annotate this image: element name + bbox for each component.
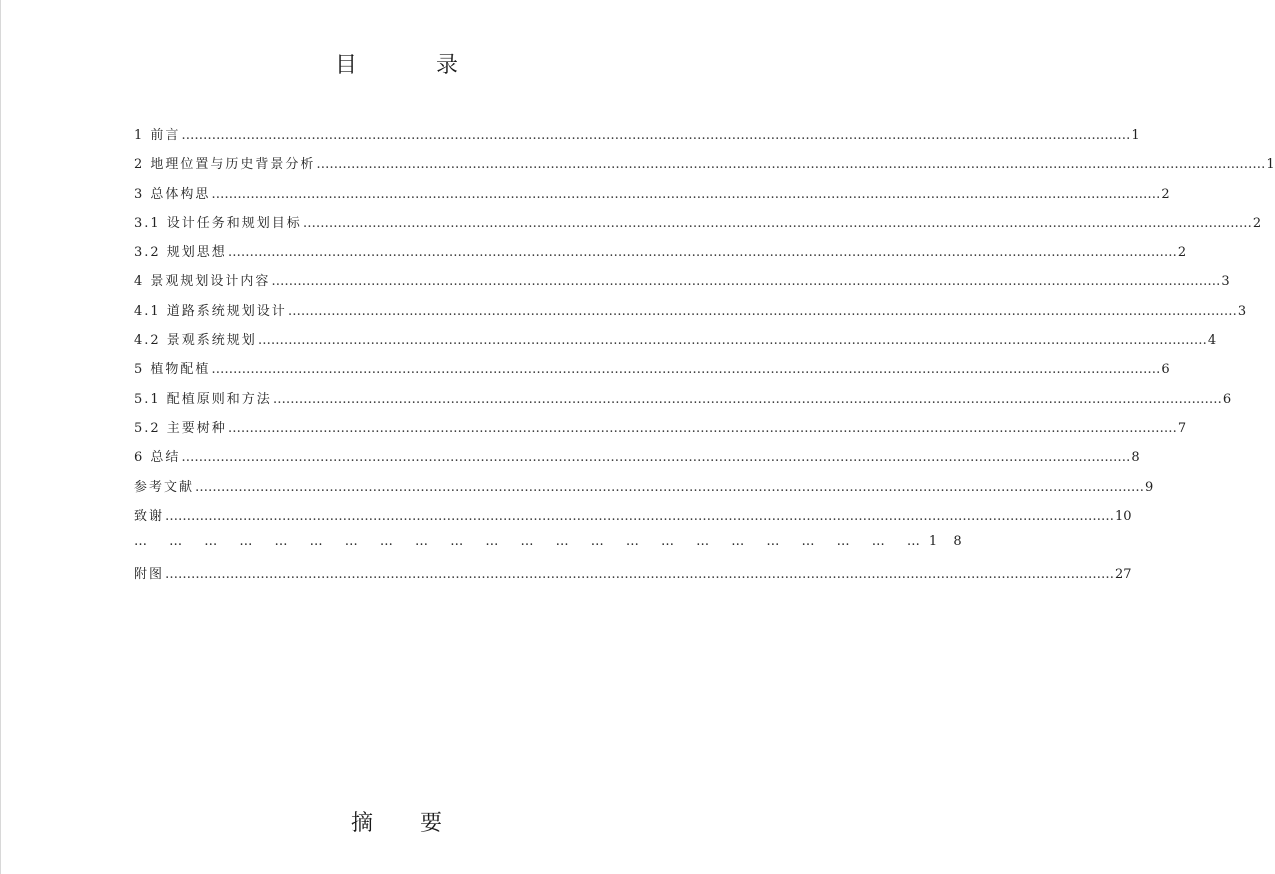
toc-entry[interactable]	[134, 476, 1154, 505]
toc-entry[interactable]	[134, 417, 1187, 446]
toc-entry-page: 9	[1145, 479, 1154, 495]
toc-dot-leader	[258, 333, 1207, 348]
toc-dot-leader	[211, 187, 1160, 202]
toc-entry-label: 3 总体构思	[134, 186, 211, 202]
toc-entry-label: … … … … … … … … … … … … … … … … … … … … … … …	[134, 534, 929, 550]
toc-entry-page: 6	[1222, 391, 1232, 407]
toc-dot-leader	[228, 421, 1177, 436]
toc-dot-leader	[303, 216, 1252, 231]
toc-entry-label: 3.2 规划思想	[134, 245, 227, 261]
toc-dot-leader	[211, 362, 1160, 377]
toc-entry-label: 5 植物配植	[134, 362, 211, 378]
toc-entry-label: 6 总结	[134, 450, 181, 466]
toc-entry-page: 3	[1221, 274, 1230, 290]
toc-entry[interactable]	[134, 358, 1170, 387]
toc-dot-leader	[181, 450, 1130, 465]
toc-entry-page: 7	[1177, 420, 1187, 436]
toc-entry-label: 4.1 道路系统规划设计	[134, 303, 287, 319]
toc-entry-label: 4 景观规划设计内容	[134, 274, 271, 290]
toc-entry[interactable]	[134, 212, 1262, 241]
toc-heading: 目 录	[335, 53, 494, 78]
toc-entry-label: 5.2 主要树种	[134, 420, 227, 436]
toc-dot-leader	[228, 245, 1177, 260]
toc-dot-leader	[195, 480, 1144, 495]
toc-dot-leader	[181, 128, 1130, 143]
toc-dot-leader	[288, 304, 1237, 319]
toc-entry[interactable]	[134, 300, 1247, 329]
abstract-heading: 摘 要	[351, 811, 462, 836]
toc-dot-leader	[165, 509, 1114, 524]
toc-entry-page: 3	[1237, 303, 1247, 319]
toc-entry-label: 5.1 配植原则和方法	[134, 391, 272, 407]
toc-entry-page: 2	[1177, 245, 1187, 261]
toc-entry-page: 10	[1115, 508, 1132, 524]
table-of-contents	[134, 124, 1275, 593]
toc-entry-page: 8	[1131, 450, 1140, 466]
toc-entry[interactable]	[134, 534, 968, 563]
toc-entry-label: 4.2 景观系统规划	[134, 333, 257, 349]
toc-entry-page: 1 8	[928, 534, 968, 550]
toc-entry-page: 1	[1131, 128, 1140, 143]
toc-entry-label: 附图	[134, 567, 165, 583]
toc-entry[interactable]	[134, 329, 1217, 358]
toc-dot-leader	[165, 567, 1114, 582]
toc-dot-leader	[271, 274, 1220, 289]
toc-entry-page: 2	[1161, 186, 1170, 202]
page-left-edge	[0, 0, 1, 874]
toc-entry-page: 1	[1266, 157, 1275, 173]
toc-entry[interactable]	[134, 446, 1140, 475]
toc-entry[interactable]	[134, 563, 1132, 592]
toc-entry-page: 6	[1161, 362, 1170, 378]
toc-entry[interactable]	[134, 124, 1140, 153]
toc-entry[interactable]	[134, 505, 1132, 534]
toc-entry-page: 27	[1115, 567, 1132, 583]
toc-entry-page: 4	[1207, 333, 1217, 349]
toc-entry-label: 致谢	[134, 508, 165, 524]
toc-entry[interactable]	[134, 153, 1275, 182]
toc-entry-label: 3.1 设计任务和规划目标	[134, 215, 302, 231]
toc-dot-leader	[316, 157, 1265, 172]
toc-entry-label: 参考文献	[134, 479, 195, 495]
toc-entry-label: 2 地理位置与历史背景分析	[134, 157, 316, 173]
toc-entry-label: 1 前言	[134, 128, 181, 143]
toc-entry-page: 2	[1252, 215, 1262, 231]
toc-entry[interactable]	[134, 183, 1170, 212]
toc-dot-leader	[273, 392, 1222, 407]
toc-entry[interactable]	[134, 270, 1230, 299]
toc-entry[interactable]	[134, 388, 1232, 417]
toc-entry[interactable]	[134, 241, 1187, 270]
